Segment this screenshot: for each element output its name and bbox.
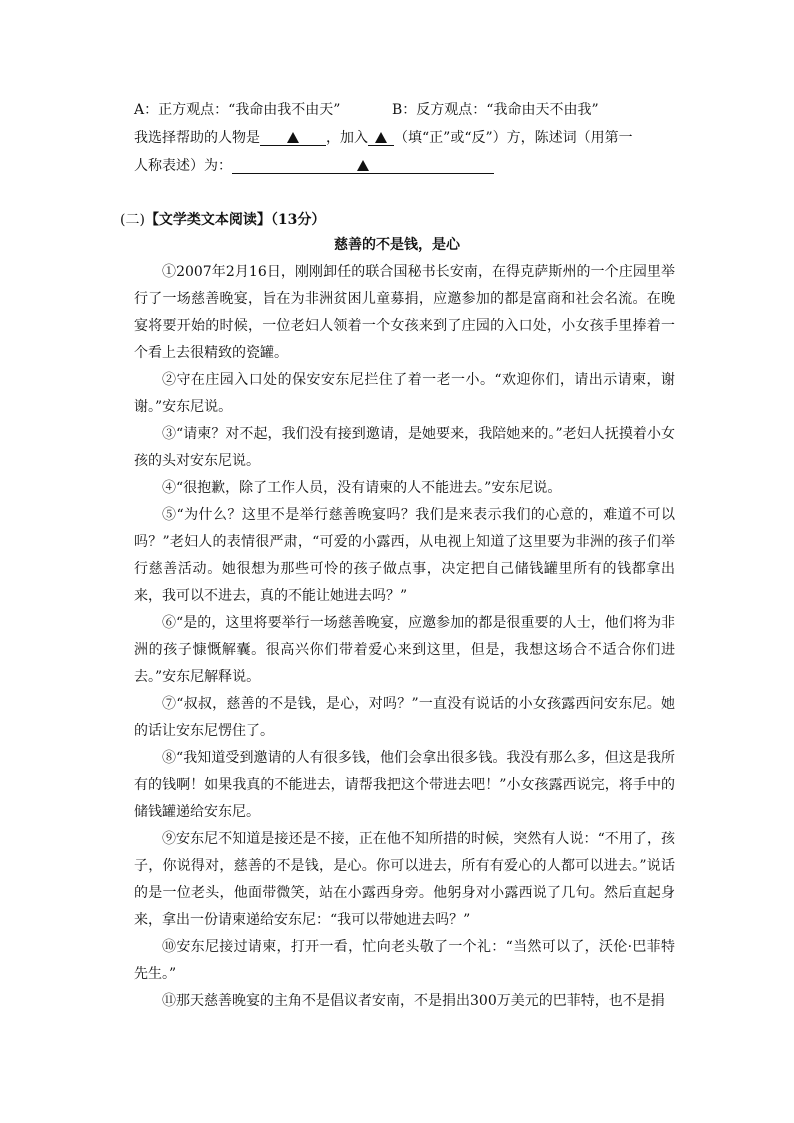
answer-line-1: [134, 129, 633, 147]
option-a: A：正方观点：“我命由我不由天”: [134, 102, 341, 118]
triangle-icon: [357, 160, 369, 171]
answer-label-character: 我选择帮助的人物是: [134, 130, 260, 146]
statement-blank[interactable]: [232, 157, 494, 174]
side-blank[interactable]: [368, 129, 394, 146]
answer-line-2: [134, 157, 494, 175]
answer-label-side: （填“正”或“反”）方，陈述词（用第一: [394, 130, 633, 146]
paragraph-11: ⑪那天慈善晚宴的主角不是倡议者安南，不是捐出300万美元的巴菲特，也不是捐: [162, 993, 665, 1009]
paragraph-8: ⑧“我知道受到邀请的人有很多钱，他们会拿出很多钱。我没有那么多，但这是我所有的钱啊！如果我真的不能进去，请帮我把这个带进去吧！”小女孩露西说完，将手中的储钱罐递给安东尼。: [134, 750, 675, 820]
paragraph-9: ⑨安东尼不知道是接还是不接，正在他不知所措的时候，突然有人说：“不用了，孩子，你说得对，慈善的不是钱，是心。你可以进去，所有有爱心的人都可以进去。”说话的是一位老头，他面带微笑，站在小露西身旁。他躬身对小露西说了几句。然后直起身来，拿出一份请柬递给安东尼：“我可以带她进去吗？”: [134, 831, 675, 928]
triangle-icon: [287, 132, 299, 143]
section-heading-label: 【文学类文本阅读】（13分）: [144, 212, 326, 228]
answer-label-statement: 人称表述）为：: [134, 158, 232, 174]
character-blank[interactable]: [260, 129, 326, 146]
paragraph-1: ①2007年2月16日，刚刚卸任的联合国秘书长安南，在得克萨斯州的一个庄园里举行了一场慈善晚宴，旨在为非洲贫困儿童募捐，应邀参加的都是富商和社会名流。在晚宴将要开始的时候，一位老妇人领着一个女孩来到了庄园的入口处，小女孩手里捧着一个看上去很精致的瓷罐。: [134, 264, 675, 361]
paragraph-4: ④“很抱歉，除了工作人员，没有请柬的人不能进去。”安东尼说。: [162, 480, 562, 496]
paragraph-3: ③“请柬？对不起，我们没有接到邀请，是她要来，我陪她来的。”老妇人抚摸着小女孩的头对安东尼说。: [134, 426, 675, 469]
option-b: B：反方观点：“我命由天不由我”: [392, 102, 599, 118]
article-title: 慈善的不是钱，是心: [334, 237, 460, 253]
paragraph-5: ⑤“为什么？这里不是举行慈善晚宴吗？我们是来表示我们的心意的，难道不可以吗？”老妇人的表情很严肃，“可爱的小露西，从电视上知道了这里要为非洲的孩子们举行慈善活动。她很想为那些可怜的孩子做点事，决定把自己储钱罐里所有的钱都拿出来，我可以不进去，真的不能让她进去吗？”: [134, 507, 675, 604]
paragraph-6: ⑥“是的，这里将要举行一场慈善晚宴，应邀参加的都是很重要的人士，他们将为非洲的孩子慷慨解囊。很高兴你们带着爱心来到这里，但是，我想这场合不适合你们进去。”安东尼解释说。: [134, 615, 675, 685]
triangle-icon: [375, 132, 387, 143]
paragraph-10: ⑩安东尼接过请柬，打开一看，忙向老头敬了一个礼：“当然可以了，沃伦·巴菲特先生。”: [134, 939, 675, 982]
answer-label-join: ，加入: [326, 130, 368, 146]
section-heading: [120, 211, 325, 229]
section-number: (二): [120, 212, 145, 228]
paragraph-7: ⑦“叔叔，慈善的不是钱，是心，对吗？”一直没有说话的小女孩露西问安东尼。她的话让安东尼愣住了。: [134, 696, 675, 739]
paragraph-2: ②守在庄园入口处的保安安东尼拦住了着一老一小。“欢迎你们，请出示请柬，谢谢。”安东尼说。: [134, 372, 675, 415]
